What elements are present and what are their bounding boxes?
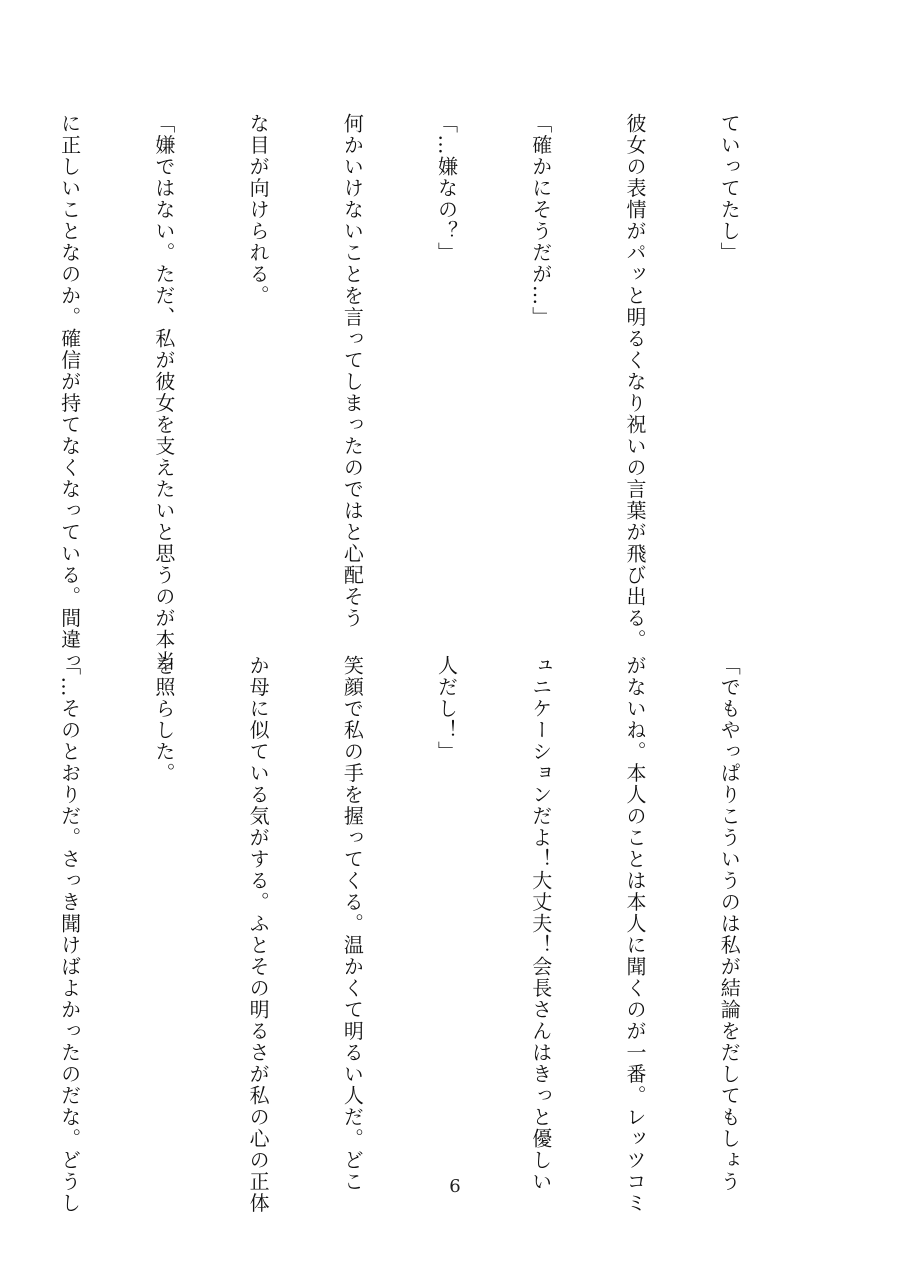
text-line: がないね。本人のことは本人に聞くのが一番。レッツコミ (622, 655, 647, 1214)
text-line: 「…そのとおりだ。さっき聞けばよかったのだな。どうし (57, 655, 82, 1214)
text-line: 「確かにそうだが…」 (528, 113, 553, 328)
text-line: か母に似ている気がする。ふとその明るさが私の心の正体 (246, 655, 271, 1214)
text-line: を照らした。 (151, 655, 176, 784)
text-line: 「嫌ではない。ただ、私が彼女を支えたいと思うのが本当 (151, 113, 176, 672)
text-line: 笑顔で私の手を握ってくる。温かくて明るい人だ。どこ (340, 655, 365, 1193)
text-line: 「でもやっぱりこういうのは私が結論をだしてもしょう (717, 655, 742, 1193)
text-line: 彼女の表情がパッと明るくなり祝いの言葉が飛び出る。 (622, 113, 647, 651)
text-line: ていってたし」 (717, 113, 742, 264)
text-line: ュニケーションだよ！大丈夫！会長さんはきっと優しい (528, 655, 553, 1193)
page-number: 6 (449, 1176, 461, 1197)
text-block-bottom (57, 655, 807, 1214)
text-line: 何かいけないことを言ってしまったのではと心配そう (340, 113, 365, 629)
text-block-top (57, 113, 807, 672)
text-line: に正しいことなのか。確信が持てなくなっている。間違っ (57, 113, 82, 672)
text-line: な目が向けられる。 (246, 113, 271, 307)
text-line: 人だし！」 (434, 655, 459, 763)
text-line: 「…嫌なの？」 (434, 113, 459, 264)
